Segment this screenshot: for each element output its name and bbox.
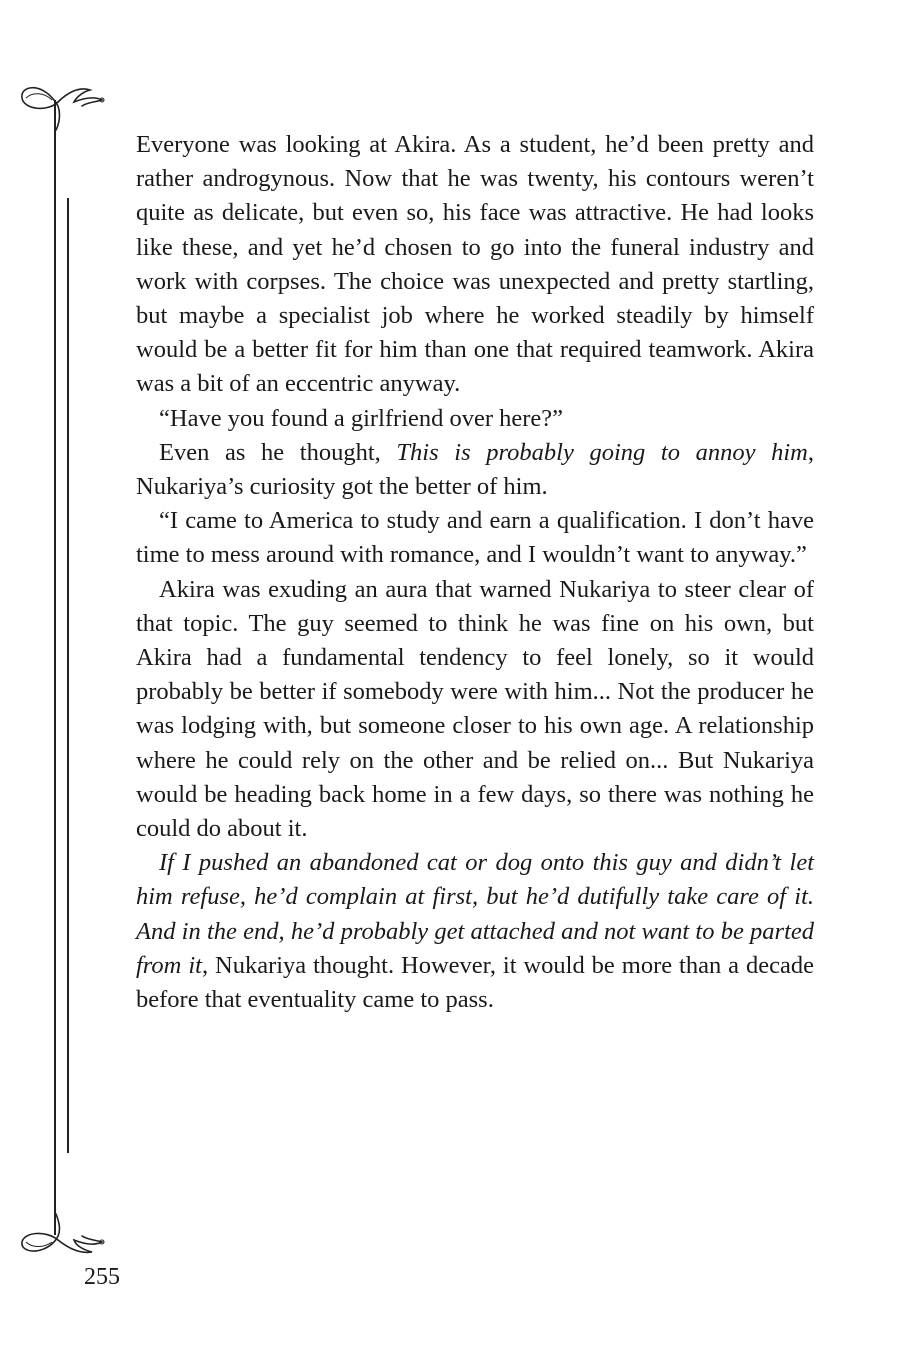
margin-rule-outer bbox=[54, 100, 56, 1235]
paragraph bbox=[136, 436, 814, 504]
paragraph bbox=[136, 128, 814, 402]
paragraph-text: Akira was exuding an aura that warned Nukariya to steer clear of that topic. The guy seemed to think he was fine on his own, but Akira had a fundamental tendency to feel lonely, so it would probably be better if somebody were with him... Not the producer he was lodging with, but someone closer to his own age. A relationship where he could rely on the other and be relied on... But Nukariya would be heading back home in a few days, so there was nothing he could do about it. bbox=[136, 575, 814, 843]
italic-thought: If I pushed an abandoned cat or dog onto this guy and didn’t let him refuse, he’d complain at first, but he’d dutifully take care of it. And in the end, he’d probably get attached and not want to be parted from it bbox=[136, 849, 814, 979]
paragraph-text: , Nukariya’s curiosity got the better of him. bbox=[136, 438, 814, 501]
page-number: 255 bbox=[84, 1264, 120, 1290]
paragraph bbox=[136, 402, 814, 436]
margin-rule-inner bbox=[67, 198, 69, 1153]
flourish-top-ornament bbox=[18, 72, 118, 132]
paragraph-text: “I came to America to study and earn a qualification. I don’t have time to mess around with romance, and I wouldn’t want to anyway.” bbox=[136, 507, 814, 569]
paragraph-text: , Nukariya thought. However, it would be more than a decade before that eventuality came to pass. bbox=[136, 951, 814, 1014]
paragraph bbox=[136, 573, 814, 847]
body-text bbox=[136, 128, 814, 1017]
italic-thought: This is probably going to annoy him bbox=[396, 438, 808, 466]
paragraph-text: “Have you found a girlfriend over here?” bbox=[159, 404, 564, 432]
paragraph-text: Even as he thought, bbox=[159, 438, 397, 466]
paragraph-text: Everyone was looking at Akira. As a student, he’d been pretty and rather androgynous. Now that he was twenty, his contours weren’t quite as delicate, but even so, his face was attractive. He had looks like these, and yet he’d chosen to go into the funeral industry and work with corpses. The choice was unexpected and pretty startling, but maybe a specialist job where he worked steadily by himself would be a better fit for him than one that required teamwork. Akira was a bit of an eccentric anyway. bbox=[136, 131, 814, 398]
paragraph bbox=[136, 846, 814, 1017]
paragraph bbox=[136, 504, 814, 572]
